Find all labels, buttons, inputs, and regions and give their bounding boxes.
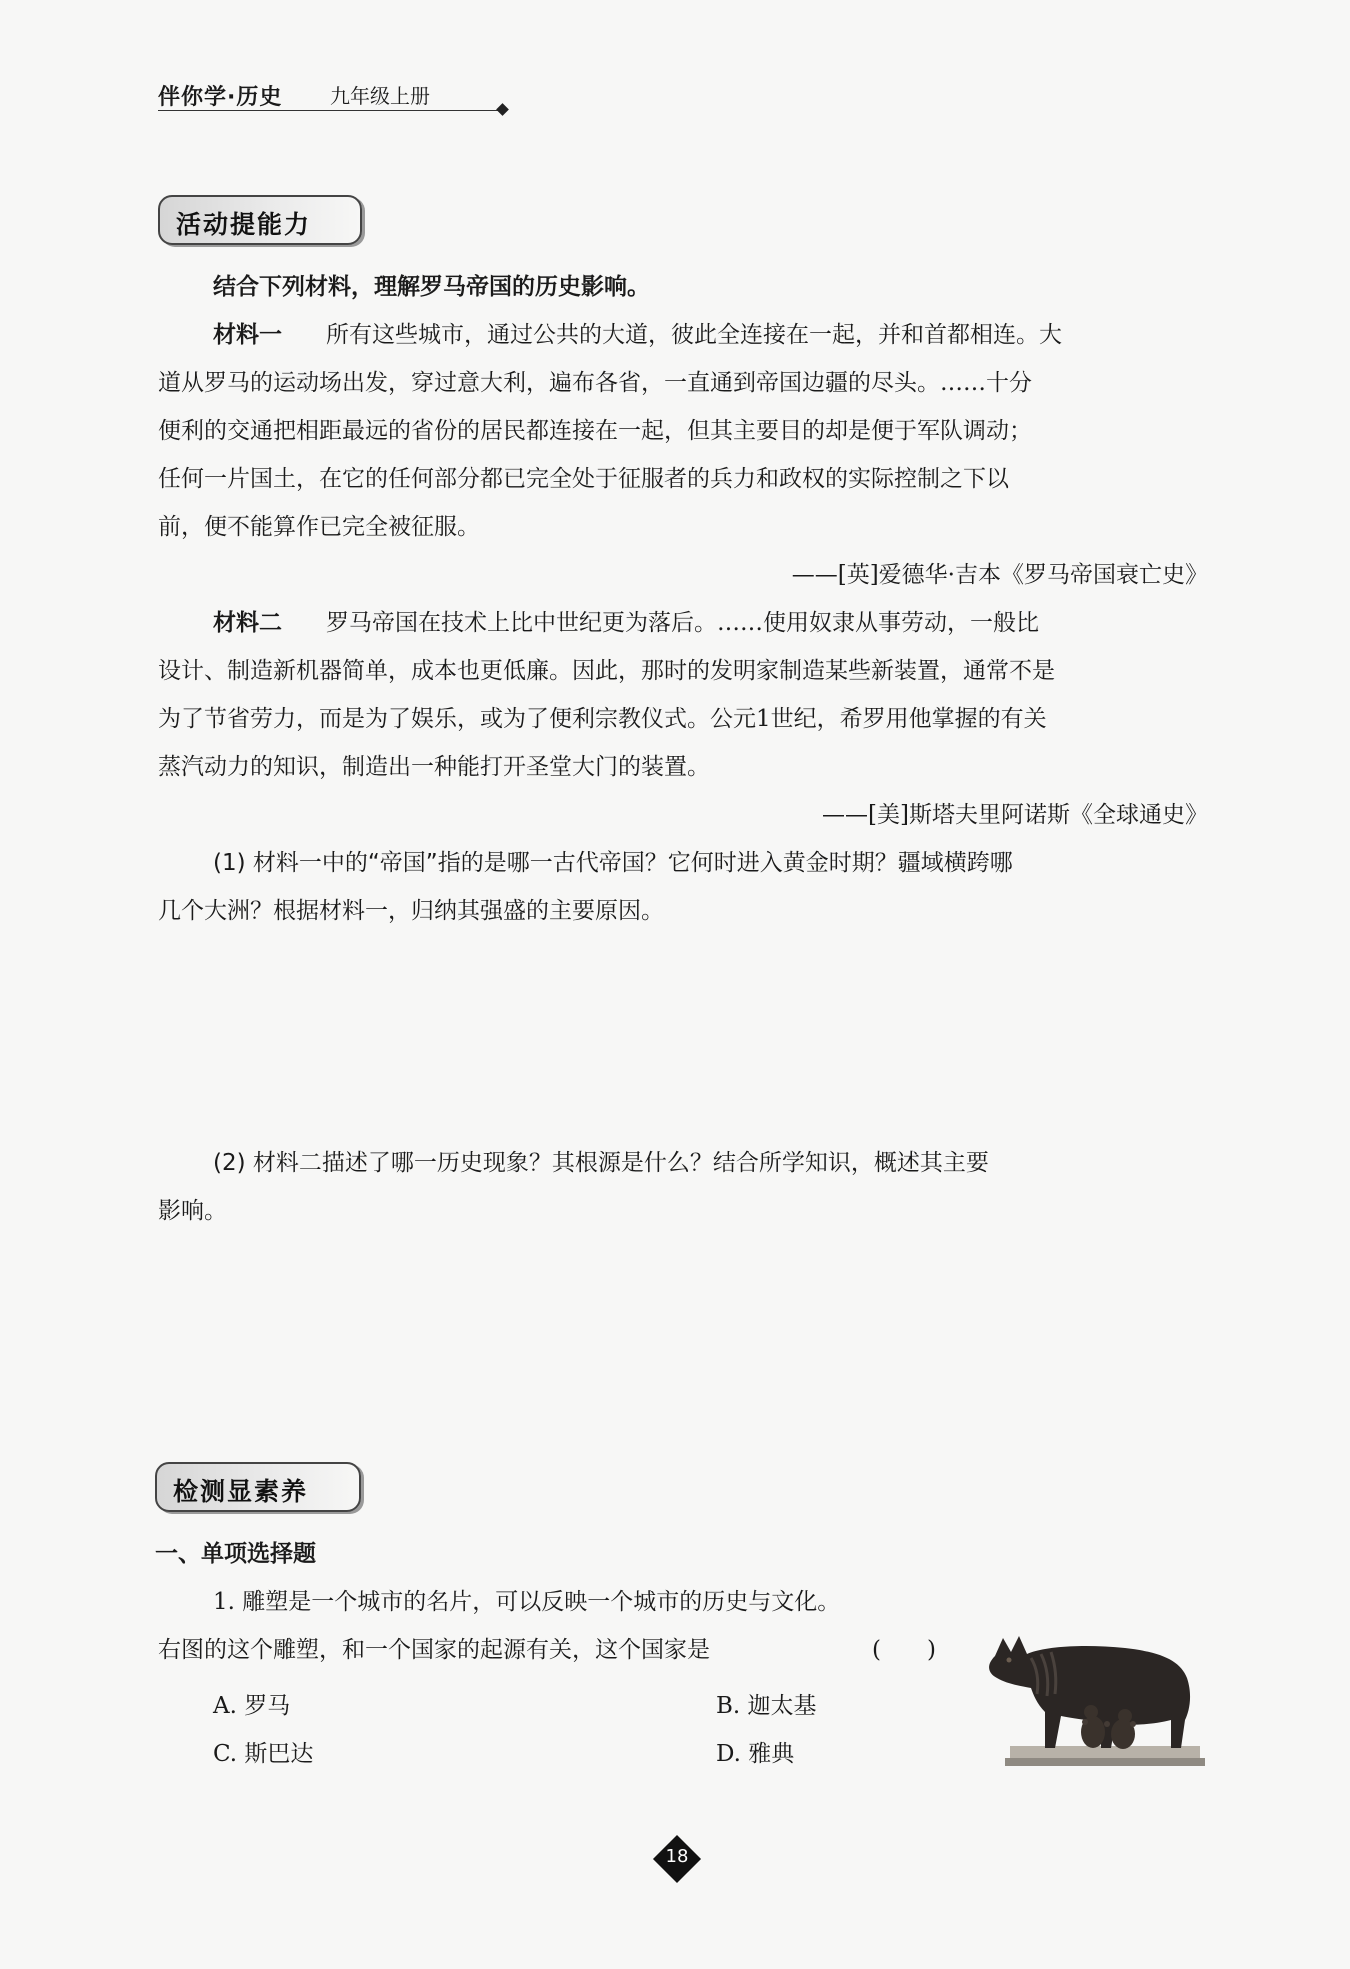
section-badge-activity bbox=[158, 195, 362, 245]
material2-line: 设计、制造新机器简单，成本也更低廉。因此，那时的发明家制造某些新装置，通常不是 bbox=[158, 658, 1055, 684]
q1-answer-paren[interactable]: ( ) bbox=[872, 1637, 936, 1663]
material1-line: 所有这些城市，通过公共的大道，彼此全连接在一起，并和首都相连。大 bbox=[326, 322, 1062, 348]
question1-line: (1) 材料一中的“帝国”指的是哪一古代帝国？它何时进入黄金时期？疆域横跨哪 bbox=[213, 850, 1013, 876]
page-header bbox=[158, 78, 508, 114]
material1-label: 材料一 bbox=[213, 322, 282, 348]
page-number bbox=[654, 1836, 700, 1882]
section-badge-test bbox=[155, 1462, 361, 1512]
header-rule bbox=[158, 110, 500, 111]
question2-line: (2) 材料二描述了哪一历史现象？其根源是什么？结合所学知识，概述其主要 bbox=[213, 1150, 989, 1176]
question2-line: 影响。 bbox=[158, 1198, 227, 1224]
material2-line: 罗马帝国在技术上比中世纪更为落后。……使用奴隶从事劳动，一般比 bbox=[326, 610, 1039, 636]
q1-stem-line: 1. 雕塑是一个城市的名片，可以反映一个城市的历史与文化。 bbox=[213, 1589, 841, 1615]
section-badge-label: 检测显素养 bbox=[173, 1477, 309, 1506]
material2-line: 为了节省劳力，而是为了娱乐，或为了便利宗教仪式。公元1世纪，希罗用他掌握的有关 bbox=[158, 706, 1047, 732]
activity-intro: 结合下列材料，理解罗马帝国的历史影响。 bbox=[213, 274, 650, 300]
part-title: 一、单项选择题 bbox=[155, 1541, 316, 1567]
book-grade: 九年级上册 bbox=[330, 84, 430, 108]
answer-area-2[interactable] bbox=[158, 1240, 1208, 1440]
q1-stem-line: 右图的这个雕塑，和一个国家的起源有关，这个国家是 bbox=[158, 1637, 710, 1663]
material2-line: 蒸汽动力的知识，制造出一种能打开圣堂大门的装置。 bbox=[158, 754, 710, 780]
option-b[interactable]: B. 迦太基 bbox=[716, 1693, 817, 1719]
answer-area-1[interactable] bbox=[158, 940, 1208, 1140]
book-brand: 伴你学·历史 bbox=[158, 85, 283, 110]
material1-line: 任何一片国土，在它的任何部分都已完全处于征服者的兵力和政权的实际控制之下以 bbox=[158, 466, 1009, 492]
material2-source: ——[美]斯塔夫里阿诺斯《全球通史》 bbox=[822, 802, 1208, 828]
section-badge-label: 活动提能力 bbox=[176, 210, 312, 239]
option-d[interactable]: D. 雅典 bbox=[716, 1741, 795, 1767]
header-diamond-icon bbox=[496, 103, 509, 116]
material1-source: ——[英]爱德华·吉本《罗马帝国衰亡史》 bbox=[791, 562, 1208, 588]
option-a[interactable]: A. 罗马 bbox=[213, 1693, 291, 1719]
material1-line: 前，便不能算作已完全被征服。 bbox=[158, 514, 480, 540]
she-wolf-sculpture-icon bbox=[975, 1608, 1205, 1768]
page-number-text: 18 bbox=[665, 1846, 689, 1867]
material1-line: 道从罗马的运动场出发，穿过意大利，遍布各省，一直通到帝国边疆的尽头。……十分 bbox=[158, 370, 1032, 396]
she-wolf-sculpture-image bbox=[975, 1608, 1205, 1768]
material2-label: 材料二 bbox=[213, 610, 282, 636]
question1-line: 几个大洲？根据材料一，归纳其强盛的主要原因。 bbox=[158, 898, 664, 924]
material1-line: 便利的交通把相距最远的省份的居民都连接在一起，但其主要目的却是便于军队调动； bbox=[158, 418, 1032, 444]
option-c[interactable]: C. 斯巴达 bbox=[213, 1741, 314, 1767]
